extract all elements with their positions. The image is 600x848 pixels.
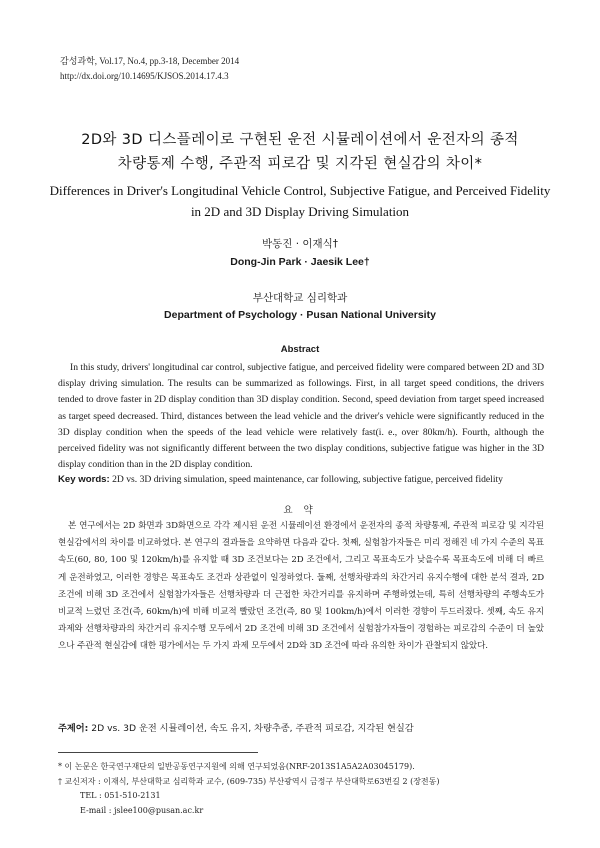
abstract-heading: Abstract <box>280 344 320 355</box>
title-ko-line1: 2D와 3D 디스플레이로 구현된 운전 시뮬레이션에서 운전자의 종적 <box>81 132 519 148</box>
authors-korean: 박동진 · 이재식† <box>261 238 339 250</box>
authors-english: Dong-Jin Park · Jaesik Lee† <box>230 256 370 268</box>
title-en-line2: in 2D and 3D Display Driving Simulation <box>190 204 410 219</box>
footnote-corresponding: † 교신저자 : 이재식, 부산대학교 심리학과 교수, (609-735) 부산광역시 금정구 부산대학로63번길 2 (장전동) <box>58 776 440 786</box>
journal-header <box>60 54 239 84</box>
footnote-divider <box>58 752 258 753</box>
abstract-body: In this study, drivers' longitudinal car control, subjective fatigue, and perceived fidelity were compared between 2D and 3D display driving simulation. The results can be summarized as followings. First, in all target speed conditions, the drivers tended to drove faster in 2D display condition than 3D display condition. Second, speed deviation from target speed increased as target speed decreased. Third, distances between the lead vehicle and the driver's vehicle were significantly reduced in the 3D display condition when the speeds of the lead vehicle were relatively fast(i. e., over 80km/h). Fourth, although the perceived fidelity was not significantly different between the two display conditions, subjective fatigue was higher in the 3D display condition than in the 2D display condition. <box>58 362 544 471</box>
keywords-label: Key words: <box>58 474 110 485</box>
footnote-funding: * 이 논문은 한국연구재단의 일반공동연구지원에 의해 연구되었음(NRF-2013S1A5A2A03045179). <box>58 762 415 771</box>
footnote-tel: TEL : 051-510-2131 <box>80 791 161 800</box>
summary-heading: 요 약 <box>283 505 317 516</box>
keywords-korean-text: 2D vs. 3D 운전 시뮬레이션, 속도 유지, 차량추종, 주관적 피로감, 지각된 현실감 <box>91 723 414 734</box>
title-ko-line2: 차량통제 수행, 주관적 피로감 및 지각된 현실감의 차이* <box>117 156 483 172</box>
keywords-text: 2D vs. 3D driving simulation, speed maintenance, car following, subjective fatigue, perceived fidelity <box>112 474 503 485</box>
keywords-korean <box>58 720 544 734</box>
keywords-english <box>58 472 544 487</box>
footnote-email: E-mail : jslee100@pusan.ac.kr <box>80 805 204 815</box>
footnotes <box>58 760 544 818</box>
keywords-korean-label: 주제어: <box>58 723 89 734</box>
affiliation-korean: 부산대학교 심리학과 <box>252 292 348 304</box>
title-english <box>40 180 560 222</box>
title-korean <box>40 128 560 176</box>
affiliation-english: Department of Psychology · Pusan National University <box>164 309 436 321</box>
doi-line: http://dx.doi.org/10.14695/KJSOS.2014.17.4.3 <box>60 71 229 81</box>
title-en-line1: Differences in Driver's Longitudinal Vehicle Control, Subjective Fatigue, and Perceived Fidelity <box>49 183 551 198</box>
summary-body: 본 연구에서는 2D 화면과 3D화면으로 각각 제시된 운전 시뮬레이션 환경에서 운전자의 종적 차량통제, 주관적 피로감 및 지각된 현실감에서의 차이를 비교하였다. 본 연구의 결과들을 요약하면 다음과 같다. 첫째, 실험참가자들은 미리 정해진 네 가지 수준의 목표속도(60, 80, 100 및 120km/h)를 유지할 때 3D 조건보다는 2D 조건에서, 그리고 목표속도가 낮을수록 목표속도에 비해 더 빠르게 운전하였고, 이러한 경향은 목표속도 조건과 상관없이 일정하였다. 둘째, 선행차량과의 차간거리 유지수행에 대한 분석 결과, 2D 조건에 비해 3D 조건에서 실험참가자들은 선행차량과 더 근접한 차간거리를 유지하며 주행하였는데, 특히 선행차량의 주행속도가 비교적 느렸던 조건(즉, 60km/h)에 비해 비교적 빨랐던 조건(즉, 80 및 100km/h)에서 이러한 경향이 두드러졌다. 셋째, 속도 유지과제와 선행차량과의 차간거리 유지수행 모두에서 2D 조건에 비해 3D 조건에서 실험참가자들이 경험하는 피로감의 수준이 더 높았으나 주관적 현실감에 대한 평가에서는 두 가지 과제 모두에서 2D와 3D 조건에 따라 유의한 차이가 관찰되지 않았다. <box>58 521 544 652</box>
citation-line: 감성과학, Vol.17, No.4, pp.3-18, December 2014 <box>60 56 240 66</box>
